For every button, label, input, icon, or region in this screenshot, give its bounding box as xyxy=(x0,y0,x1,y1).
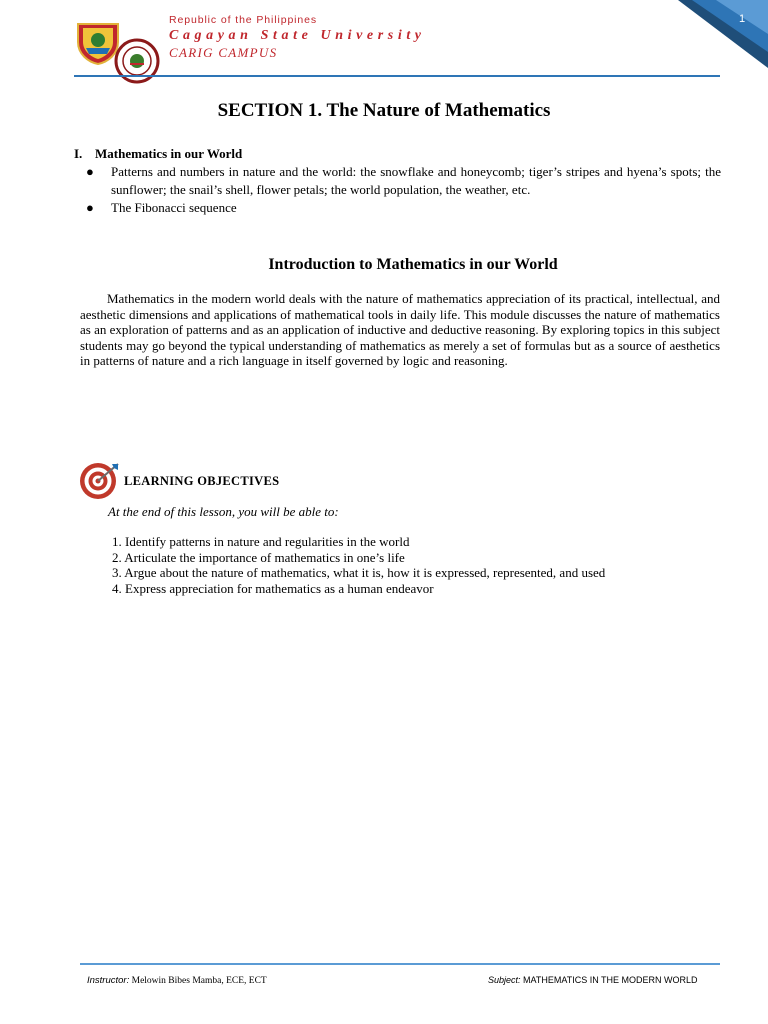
objectives-heading: LEARNING OBJECTIVES xyxy=(124,474,280,488)
subsection-title: Mathematics in our World xyxy=(95,146,243,161)
list-item-number: 3. xyxy=(112,565,122,580)
campus-seal-icon xyxy=(114,38,160,84)
subsection-number: I. xyxy=(74,146,83,161)
objectives-list xyxy=(112,534,605,596)
list-item-text: Express appreciation for mathematics as a human endeavor xyxy=(125,580,434,596)
objectives-intro: At the end of this lesson, you will be able to: xyxy=(108,504,339,519)
university-name: Cagayan State University xyxy=(169,28,426,43)
footer-subject xyxy=(488,975,698,985)
instructor-name: Melowin Bibes Mamba, ECE, ECT xyxy=(131,976,267,986)
list-item xyxy=(112,565,605,581)
list-item-text: Articulate the importance of mathematics in one’s life xyxy=(124,549,405,565)
republic-label: Republic of the Philippines xyxy=(169,14,318,26)
campus-name: CARIG CAMPUS xyxy=(169,45,278,60)
bullet-icon: ● xyxy=(86,164,94,179)
topic-list xyxy=(85,163,721,218)
intro-title: Introduction to Mathematics in our World xyxy=(268,256,558,273)
list-item-text: Identify patterns in nature and regularities in the world xyxy=(125,534,410,549)
subject-label: Subject: xyxy=(488,975,521,985)
list-item-text: Patterns and numbers in nature and the world: the snowflake and honeycomb; tiger’s stripes and hyena’s spots; the sunflower; the snail’s shell, flower petals; the world population, the weather, etc. xyxy=(111,164,721,197)
subject-name: MATHEMATICS IN THE MODERN WORLD xyxy=(523,975,698,985)
header-rule xyxy=(74,75,720,77)
page-number: 1 xyxy=(738,13,746,25)
intro-paragraph: Mathematics in the modern world deals with the nature of mathematics appreciation of its practical, intellectual, and aesthetic dimensions and applications of mathematical tools in daily life. This module discusses the nature of mathematics as an exploration of patterns and as an application of inductive and deductive reasoning. By exploring topics in this subject students may go beyond the typical understanding of mathematics as merely a set of formulas but as a source of aesthetics in patterns of nature and a rich language in itself governed by logic and reasoning. xyxy=(80,291,720,368)
list-item xyxy=(112,534,605,550)
footer-rule xyxy=(80,963,720,965)
target-icon xyxy=(78,460,122,500)
subsection-heading xyxy=(74,146,242,162)
list-item-text: Argue about the nature of mathematics, what it is, how it is expressed, represented, and used xyxy=(124,565,606,580)
list-item-number: 4. xyxy=(112,580,122,596)
section-title: SECTION 1. The Nature of Mathematics xyxy=(217,100,551,121)
footer-instructor xyxy=(87,975,267,986)
list-item xyxy=(112,581,605,597)
list-item-number: 1. xyxy=(112,534,122,549)
corner-decoration xyxy=(656,0,768,68)
bullet-icon: ● xyxy=(86,200,94,215)
list-item xyxy=(85,199,721,217)
list-item-number: 2. xyxy=(112,549,122,565)
instructor-label: Instructor: xyxy=(87,975,130,986)
list-item-text: The Fibonacci sequence xyxy=(111,200,237,215)
list-item xyxy=(85,163,721,198)
list-item xyxy=(112,550,605,566)
